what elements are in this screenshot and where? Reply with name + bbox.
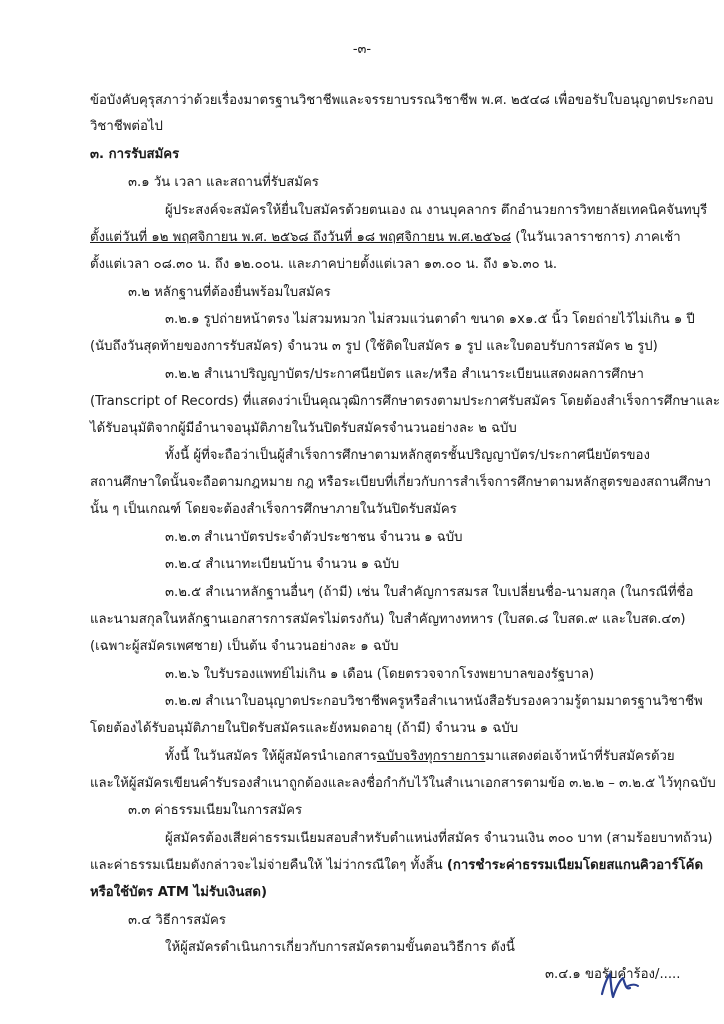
text-line: ทั้งนี้ ผู้ที่จะถือว่าเป็นผู้สำเร็จการศึกษาตามหลักสูตรชั้นปริญญาบัตร/ประกาศนียบัตรของ: [165, 448, 650, 463]
subsection-heading: ๓.๒ หลักฐานที่ต้องยื่นพร้อมใบสมัคร: [128, 285, 331, 300]
text-line: ๓.๒.๑ รูปถ่ายหน้าตรง ไม่สวมหมวก ไม่สวมแว่นตาดำ ขนาด ๑x๑.๕ นิ้ว โดยถ่ายไว้ไม่เกิน ๑ ปี: [165, 312, 695, 327]
text-line: นั้น ๆ เป็นเกณฑ์ โดยจะต้องสำเร็จการศึกษาภายในวันปิดรับสมัคร: [90, 502, 457, 517]
original-documents-note: ฉบับจริงทุกรายการ: [376, 749, 486, 764]
subsection-heading: ๓.๑ วัน เวลา และสถานที่รับสมัคร: [128, 175, 319, 190]
page-number: -๓-: [352, 42, 372, 57]
text-line: ๓.๒.๓ สำเนาบัตรประจำตัวประชาชน จำนวน ๑ ฉบับ: [165, 530, 463, 545]
text-line: ผู้ประสงค์จะสมัครให้ยื่นใบสมัครด้วยตนเอง ณ งานบุคลากร ตึกอำนวยการวิทยาลัยเทคนิคจันทบุรี: [165, 203, 708, 218]
continuation-note: ๓.๔.๑ ขอรับคำร้อง/.....: [545, 967, 681, 982]
text-run: ทั้งนี้ ในวันสมัคร ให้ผู้สมัครนำเอกสาร: [165, 749, 377, 764]
section-heading: ๓. การรับสมัคร: [90, 147, 180, 162]
payment-method-note: หรือใช้บัตร ATM ไม่รับเงินสด): [90, 885, 267, 900]
text-line: ๓.๒.๖ ใบรับรองแพทย์ไม่เกิน ๑ เดือน (โดยตรวจจากโรงพยาบาลของรัฐบาล): [165, 667, 595, 682]
text-line: ๓.๒.๔ สำเนาทะเบียนบ้าน จำนวน ๑ ฉบับ: [165, 557, 400, 572]
text-line: สถานศึกษาใดนั้นจะถือตามกฎหมาย กฎ หรือระเบียบที่เกี่ยวกับการสำเร็จการศึกษาตามหลักสูตรของสถานศึกษา: [90, 475, 711, 490]
text-run: มาแสดงต่อเจ้าหน้าที่รับสมัครด้วย: [485, 749, 675, 764]
text-run: (ในวันเวลาราชการ) ภาคเช้า: [511, 230, 681, 245]
text-line: ๓.๒.๗ สำเนาใบอนุญาตประกอบวิชาชีพครูหรือสำเนาหนังสือรับรองความรู้ตามมาตรฐานวิชาชีพ: [165, 694, 703, 709]
text-line: [165, 747, 675, 767]
text-line: โดยต้องได้รับอนุมัติภายในปิดรับสมัครและยังหมดอายุ (ถ้ามี) จำนวน ๑ ฉบับ: [90, 721, 519, 736]
text-line: ได้รับอนุมัติจากผู้มีอำนาจอนุมัติภายในวันปิดรับสมัครจำนวนอย่างละ ๒ ฉบับ: [90, 421, 517, 436]
subsection-heading: ๓.๔ วิธีการสมัคร: [128, 913, 226, 928]
text-line: [90, 228, 681, 248]
text-line: [90, 856, 703, 876]
text-line: ๓.๒.๒ สำเนาปริญญาบัตร/ประกาศนียบัตร และ/หรือ สำเนาระเบียนแสดงผลการศึกษา: [165, 367, 644, 382]
text-line: ข้อบังคับคุรุสภาว่าด้วยเรื่องมาตรฐานวิชาชีพและจรรยาบรรณวิชาชีพ พ.ศ. ๒๕๔๘ เพื่อขอรับใบอนุญาตประกอบ: [90, 93, 714, 108]
signature-mark: [598, 964, 642, 1004]
application-period: ตั้งแต่วันที่ ๑๒ พฤศจิกายน พ.ศ. ๒๕๖๘ ถึงวันที่ ๑๘ พฤศจิกายน พ.ศ.๒๕๖๘: [90, 230, 512, 245]
text-line: วิชาชีพต่อไป: [90, 119, 163, 134]
text-run: และค่าธรรมเนียมดังกล่าวจะไม่จ่ายคืนให้ ไม่ว่ากรณีใดๆ ทั้งสิ้น: [90, 858, 447, 873]
text-line: ให้ผู้สมัครดำเนินการเกี่ยวกับการสมัครตามขั้นตอนวิธีการ ดังนี้: [165, 940, 515, 955]
text-line: ผู้สมัครต้องเสียค่าธรรมเนียมสอบสำหรับตำแหน่งที่สมัคร จำนวนเงิน ๓๐๐ บาท (สามร้อยบาทถ้วน): [165, 831, 713, 846]
text-line: (Transcript of Records) ที่แสดงว่าเป็นคุณวุฒิการศึกษาตรงตามประกาศรับสมัคร โดยต้องสำเร็จการศึกษาและ: [90, 394, 720, 409]
payment-method-note: (การชำระค่าธรรมเนียมโดยสแกนคิวอาร์โค้ด: [446, 858, 704, 873]
text-line: ตั้งแต่เวลา ๐๘.๓๐ น. ถึง ๑๒.๐๐น. และภาคบ่ายตั้งแต่เวลา ๑๓.๐๐ น. ถึง ๑๖.๓๐ น.: [90, 257, 558, 272]
text-line: (เฉพาะผู้สมัครเพศชาย) เป็นต้น จำนวนอย่างละ ๑ ฉบับ: [90, 639, 399, 654]
text-line: และให้ผู้สมัครเขียนคำรับรองสำเนาถูกต้องและลงชื่อกำกับไว้ในสำเนาเอกสารตามข้อ ๓.๒.๒ – ๓.๒.๕ ไว้ทุกฉบับ: [90, 776, 716, 791]
subsection-heading: ๓.๓ ค่าธรรมเนียมในการสมัคร: [128, 803, 303, 818]
text-line: และนามสกุลในหลักฐานเอกสารการสมัครไม่ตรงกัน) ใบสำคัญทางทหาร (ใบสด.๘ ใบสด.๙ และใบสด.๔๓): [90, 612, 686, 627]
text-line: ๓.๒.๕ สำเนาหลักฐานอื่นๆ (ถ้ามี) เช่น ใบสำคัญการสมรส ใบเปลี่ยนชื่อ-นามสกุล (ในกรณีที่ชื่อ: [165, 585, 694, 600]
text-line: (นับถึงวันสุดท้ายของการรับสมัคร) จำนวน ๓ รูป (ใช้ติดใบสมัคร ๑ รูป และใบตอบรับการสมัคร ๒ รูป): [90, 339, 658, 354]
